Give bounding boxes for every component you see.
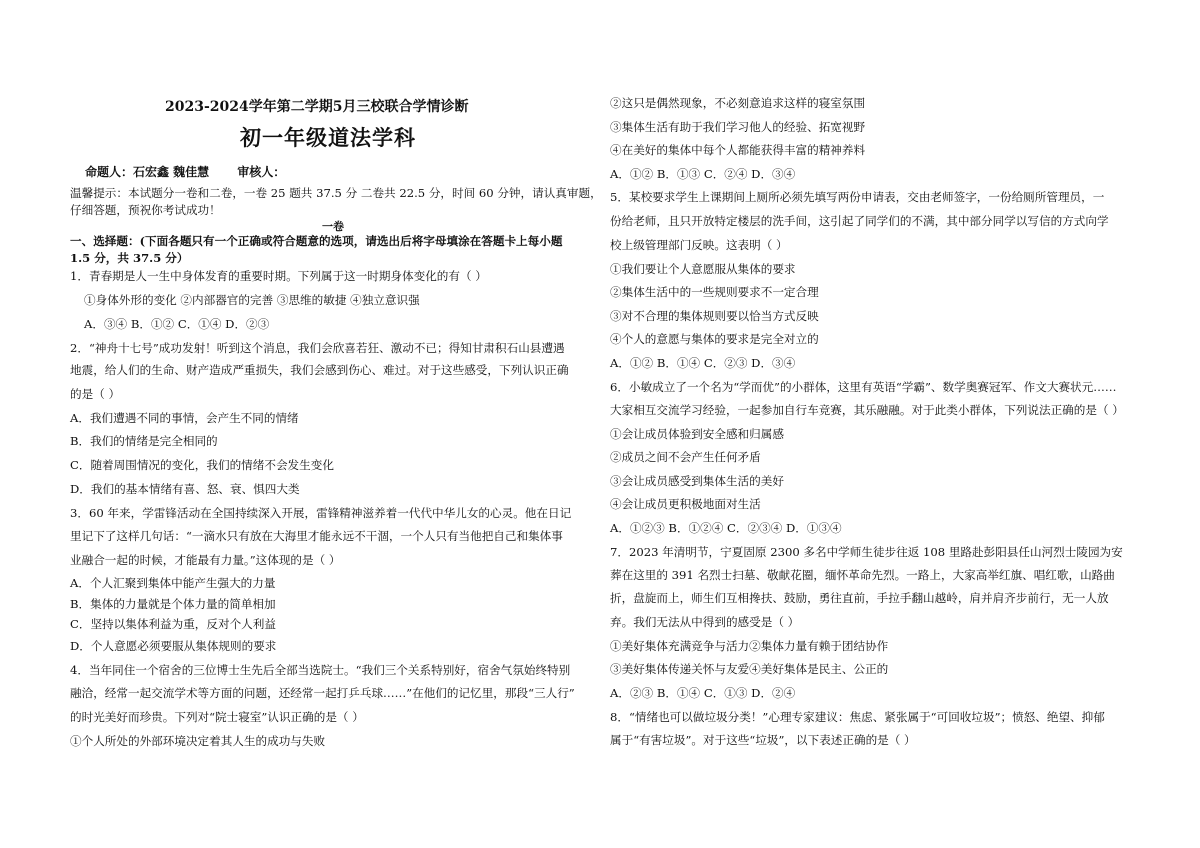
q3-option-d: D．个人意愿必须要服从集体规则的要求 — [70, 639, 277, 653]
q6-item-2: ②成员之间不会产生任何矛盾 — [610, 450, 761, 464]
q4-item-1: ①个人所处的外部环境决定着其人生的成功与失败 — [70, 734, 326, 748]
q6-item-4: ④会让成员更积极地面对生活 — [610, 497, 761, 511]
q2-stem-2: 地震，给人们的生命、财产造成严重损失，我们会感到伤心、难过。对于这些感受，下列认识正确 — [70, 363, 569, 377]
q4-item-3: ③集体生活有助于我们学习他人的经验、拓宽视野 — [610, 120, 866, 134]
notice-line-1: 温馨提示：本试题分一卷和二卷，一卷 25 题共 37.5 分 二卷共 22.5 分，时间 60 分钟，请认真审题， — [70, 186, 602, 200]
exam-subject: 初一年级道法学科 — [240, 125, 416, 150]
q4-stem-3: 的时光美好而珍贵。下列对“院士寝室”认识正确的是（ ） — [70, 710, 364, 724]
q3-stem-2: 里记下了这样几句话：“一滴水只有放在大海里才能永远不干涸，一个人只有当他把自己和集体事 — [70, 529, 563, 543]
q3-stem-1: 3．60 年来，学雷锋活动在全国持续深入开展，雷锋精神滋养着一代代中华儿女的心灵。他在日记 — [70, 506, 572, 520]
q5-item-1: ①我们要让个人意愿服从集体的要求 — [610, 262, 796, 276]
q5-stem-1: 5．某校要求学生上课期间上厕所必须先填写两份申请表，交由老师签字，一份给厕所管理员，一 — [610, 190, 1105, 204]
q7-stem-4: 弃。我们无法从中得到的感受是（ ） — [610, 615, 800, 629]
q2-option-a: A．我们遭遇不同的事情，会产生不同的情绪 — [70, 411, 299, 425]
q1-options: A．③④ B．①② C．①④ D．②③ — [84, 317, 270, 331]
q4-item-4: ④在美好的集体中每个人都能获得丰富的精神养料 — [610, 143, 866, 157]
q4-item-2: ②这只是偶然现象，不必刻意追求这样的寝室氛围 — [610, 96, 866, 110]
q5-options: A．①② B．①④ C．②③ D．③④ — [610, 356, 796, 370]
q6-stem-1: 6．小敏成立了一个名为“学而优”的小群体，这里有英语“学霸”、数学奥赛冠军、作文大赛状元…… — [610, 380, 1117, 394]
q4-stem-1: 4．当年同住一个宿舍的三位博士生先后全部当选院士。“我们三个关系特别好，宿舍气氛始终特别 — [70, 663, 571, 677]
q7-stem-1: 7．2023 年清明节，宁夏固原 2300 多名中学师生徒步往返 108 里路赴彭阳县任山河烈士陵园为安 — [610, 545, 1123, 559]
q4-options: A．①② B．①③ C．②④ D．③④ — [610, 167, 796, 181]
q6-options: A．①②③ B．①②④ C．②③④ D．①③④ — [610, 521, 842, 535]
q3-stem-3: 业融合一起的时候，才能最有力量。”这体现的是（ ） — [70, 553, 341, 567]
q5-stem-3: 校上级管理部门反映。这表明（ ） — [610, 238, 788, 252]
q6-stem-2: 大家相互交流学习经验，一起参加自行车竞赛，其乐融融。对于此类小群体，下列说法正确的是（ ） — [610, 403, 1124, 417]
q1-stem: 1．青春期是人一生中身体发育的重要时期。下列属于这一时期身体变化的有（ ） — [70, 269, 487, 283]
q7-items-1-2: ①美好集体充满竞争与活力②集体力量有赖于团结协作 — [610, 639, 889, 653]
section-heading-line-2: 1.5 分，共 37.5 分） — [70, 251, 189, 265]
part-one-heading: 一卷 — [322, 220, 344, 233]
q6-item-3: ③会让成员感受到集体生活的美好 — [610, 474, 784, 488]
q5-stem-2: 份给老师，且只开放特定楼层的洗手间，这引起了同学们的不满，其中部分同学以写信的方式向学 — [610, 214, 1109, 228]
q5-item-4: ④个人的意愿与集体的要求是完全对立的 — [610, 332, 819, 346]
exam-title: 2023-2024学年第二学期5月三校联合学情诊断 — [165, 99, 469, 115]
q5-item-3: ③对不合理的集体规则要以恰当方式反映 — [610, 309, 819, 323]
q2-option-c: C．随着周围情况的变化，我们的情绪不会发生变化 — [70, 458, 334, 472]
q6-item-1: ①会让成员体验到安全感和归属感 — [610, 427, 784, 441]
author-label: 命题人：石宏鑫 魏佳慧 — [85, 165, 210, 179]
q2-stem-1: 2．“神舟十七号”成功发射！听到这个消息，我们会欣喜若狂、激动不已；得知甘肃积石山县遭遇 — [70, 341, 565, 355]
q8-stem-2: 属于“有害垃圾”。对于这些“垃圾”，以下表述正确的是（ ） — [610, 733, 916, 747]
section-heading-line-1: 一、选择题：(下面各题只有一个正确或符合题意的选项，请选出后将字母填涂在答题卡上每小题 — [70, 234, 563, 248]
q4-stem-2: 融洽，经常一起交流学术等方面的问题，还经常一起打乒乓球……”在他们的记忆里，那段“三人行” — [70, 686, 575, 700]
q3-option-a: A．个人汇聚到集体中能产生强大的力量 — [70, 576, 276, 590]
q2-option-d: D．我们的基本情绪有喜、怒、衰、惧四大类 — [70, 482, 300, 496]
q8-stem-1: 8．“情绪也可以做垃圾分类！”心理专家建议：焦虑、紧张属于“可回收垃圾”；愤怒、绝望、抑郁 — [610, 710, 1105, 724]
notice-line-2: 仔细答题，预祝你考试成功！ — [70, 203, 221, 217]
q7-stem-2: 葬在这里的 391 名烈士扫墓、敬献花圈，缅怀革命先烈。一路上，大家高举红旗、唱红歌，山路曲 — [610, 568, 1115, 582]
q3-option-c: C．坚持以集体利益为重，反对个人利益 — [70, 617, 276, 631]
q2-stem-3: 的是（ ） — [70, 387, 121, 401]
reviewer-label: 审核人： — [237, 165, 286, 179]
q7-options: A．②③ B．①④ C．①③ D．②④ — [610, 686, 796, 700]
q1-items: ①身体外形的变化 ②内部器官的完善 ③思维的敏捷 ④独立意识强 — [84, 293, 420, 307]
q5-item-2: ②集体生活中的一些规则要求不一定合理 — [610, 285, 819, 299]
q3-option-b: B．集体的力量就是个体力量的简单相加 — [70, 597, 276, 611]
q7-stem-3: 折，盘旋而上，师生们互相搀扶、鼓励，勇往直前，手拉手翻山越岭，肩并肩齐步前行，无一人放 — [610, 591, 1109, 605]
q7-items-3-4: ③美好集体传递关怀与友爱④美好集体是民主、公正的 — [610, 662, 889, 676]
q2-option-b: B．我们的情绪是完全相同的 — [70, 434, 218, 448]
exam-authors — [85, 163, 285, 180]
